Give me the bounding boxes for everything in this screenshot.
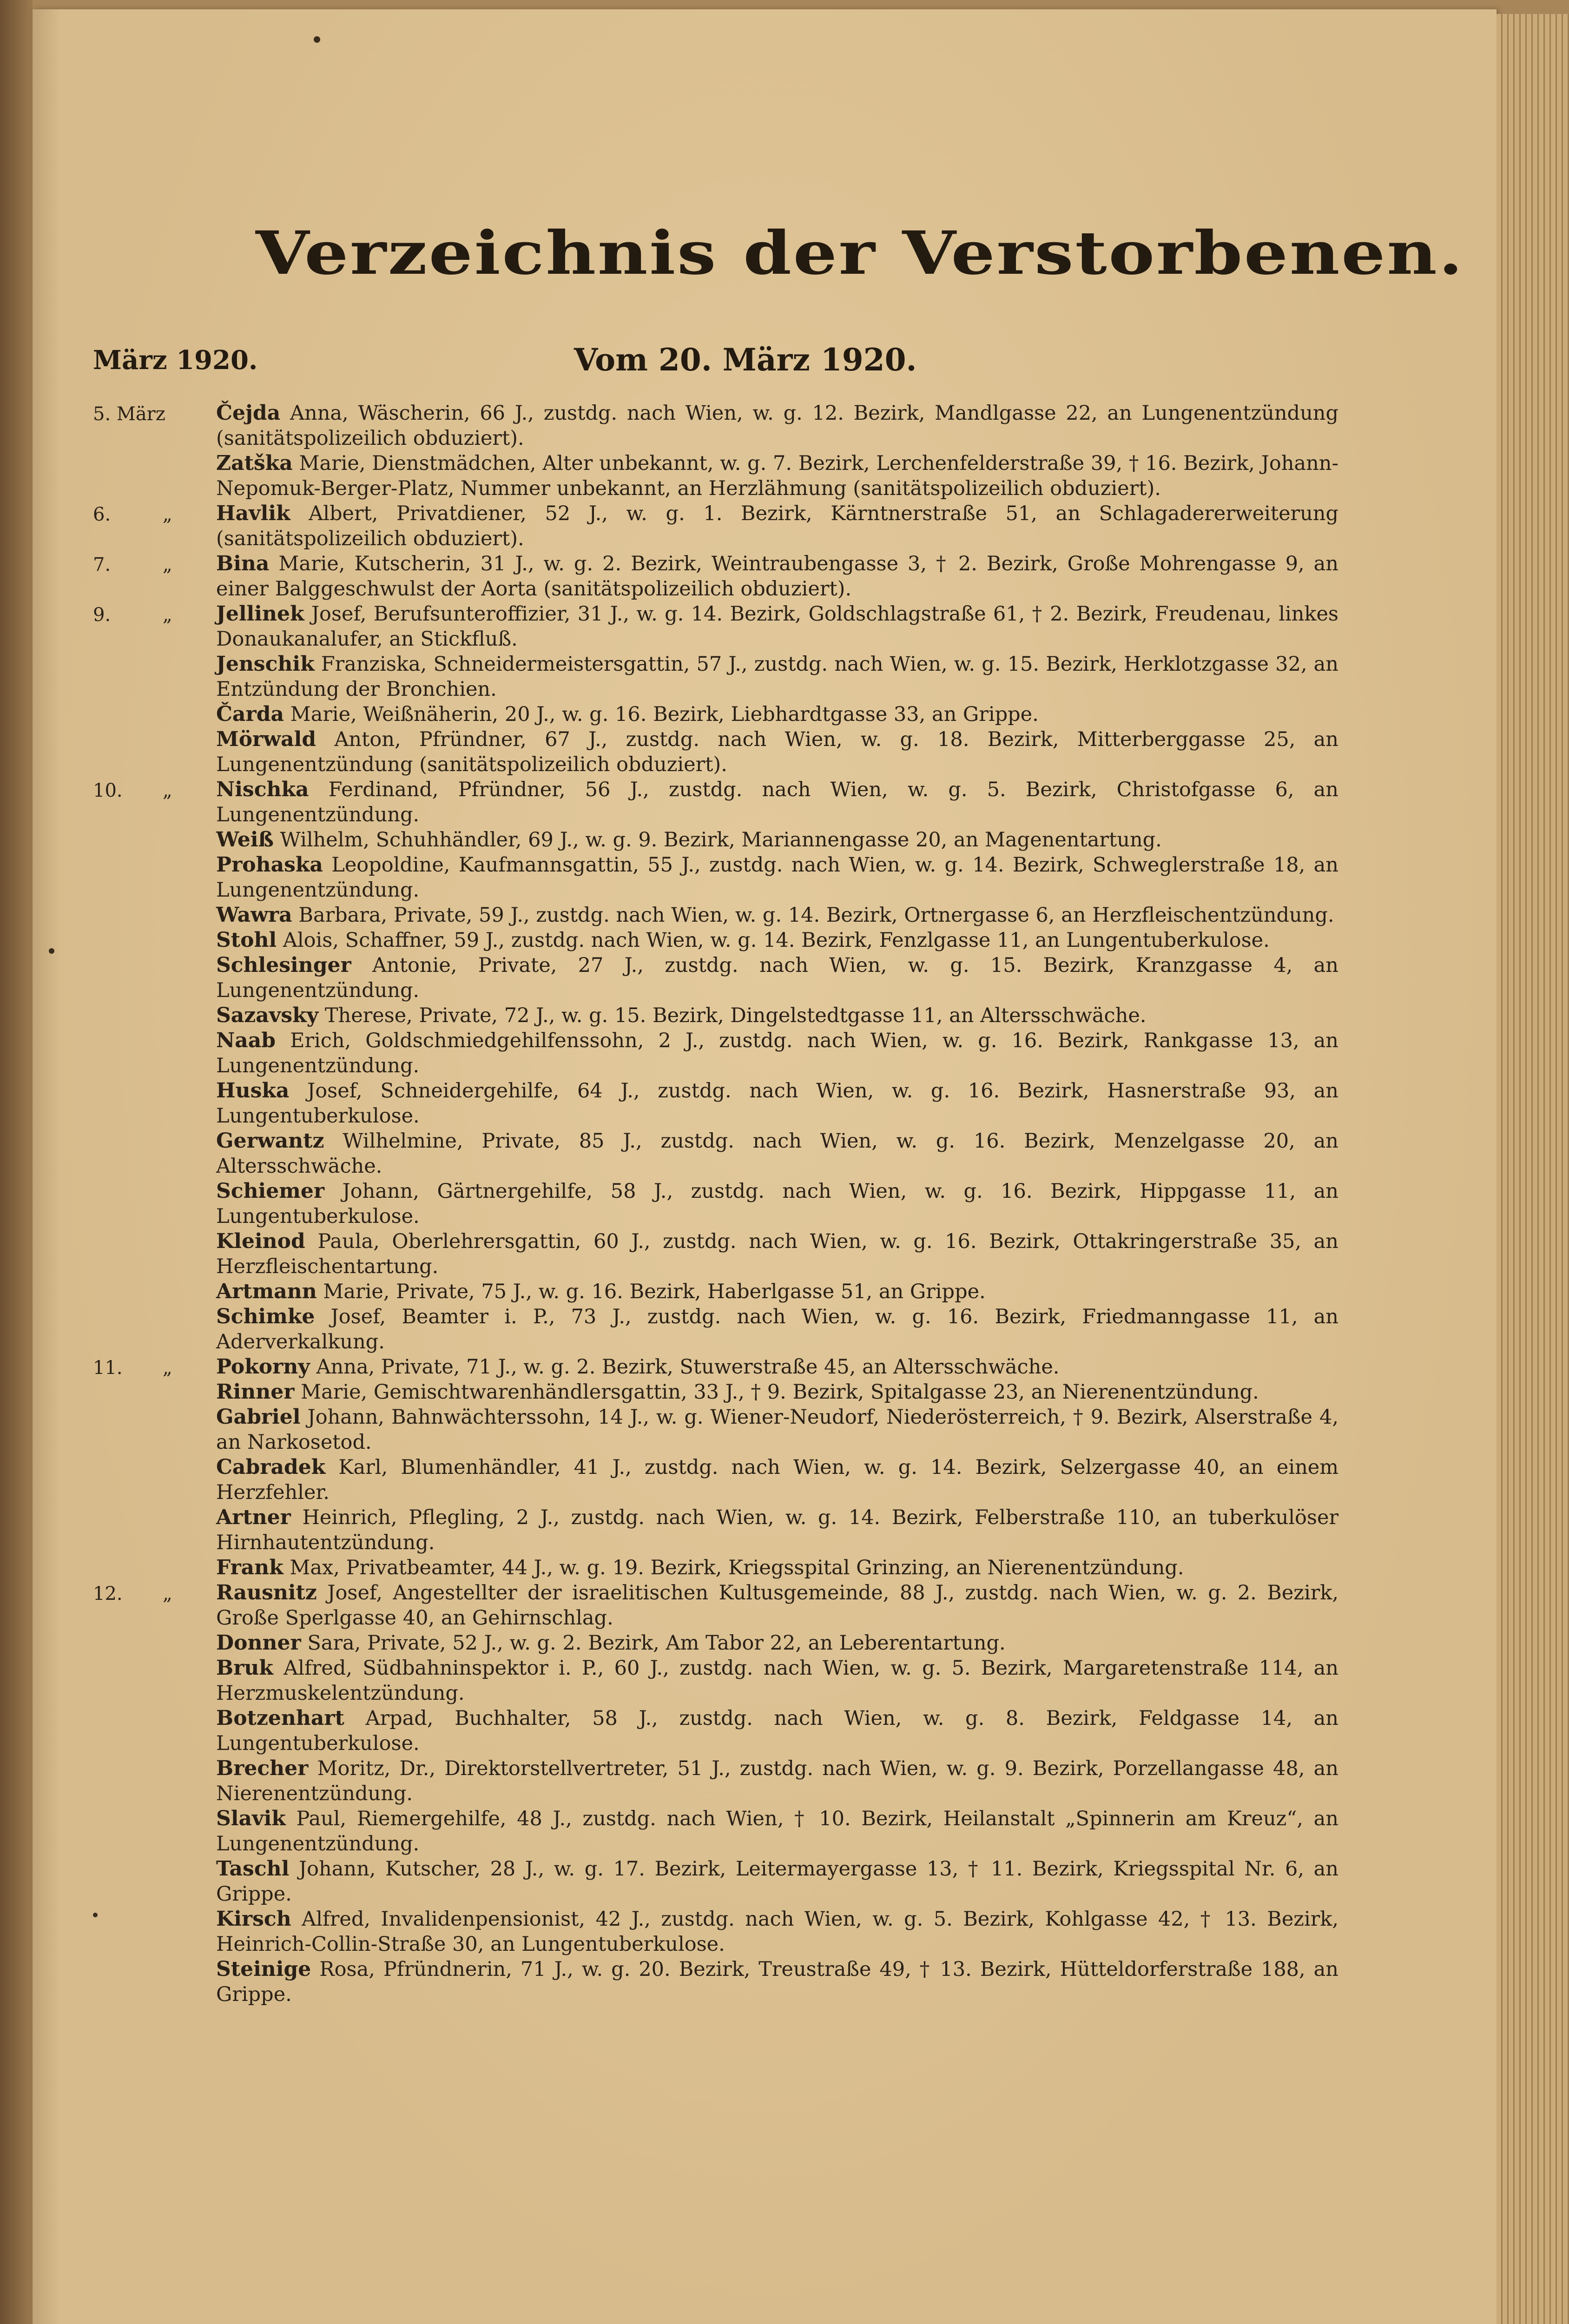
entry-details: Leopoldine, Kaufmannsgattin, 55 J., zustdg. nach Wien, w. g. 14. Bezirk, Schweglerstraße 18, an Lungenentzündung. bbox=[216, 853, 1338, 902]
entry-details: Erich, Goldschmiedgehilfenssohn, 2 J., zustdg. nach Wien, w. g. 16. Bezirk, Rankgasse 13, an Lungenentzündung. bbox=[216, 1029, 1338, 1077]
ditto-mark: „ bbox=[163, 604, 172, 626]
entry-text bbox=[216, 1405, 1338, 1455]
entry-text bbox=[216, 1706, 1338, 1756]
entry-details: Johann, Kutscher, 28 J., w. g. 17. Bezirk, Leitermayergasse 13, † 11. Bezirk, Kriegsspital Nr. 6, an Grippe. bbox=[216, 1857, 1338, 1906]
entry-details: Arpad, Buchhalter, 58 J., zustdg. nach Wien, w. g. 8. Bezirk, Feldgasse 14, an Lungentuberkulose. bbox=[216, 1707, 1338, 1755]
entry-day: 9. bbox=[93, 604, 111, 626]
entry-details: Alois, Schaffner, 59 J., zustdg. nach Wien, w. g. 14. Bezirk, Fenzlgasse 11, an Lungentuberkulose. bbox=[283, 929, 1270, 952]
entry-text bbox=[216, 601, 1338, 652]
entry-text bbox=[216, 727, 1338, 777]
register-entry bbox=[93, 601, 1338, 652]
entry-details: Ferdinand, Pfründner, 56 J., zustdg. nach Wien, w. g. 5. Bezirk, Christofgasse 6, an Lungenentzündung. bbox=[216, 778, 1338, 826]
entry-details: Marie, Private, 75 J., w. g. 16. Bezirk, Haberlgasse 51, an Grippe. bbox=[323, 1280, 986, 1303]
register-entry bbox=[93, 1656, 1338, 1706]
register-entry bbox=[93, 451, 1338, 501]
entry-details: Johann, Gärtnergehilfe, 58 J., zustdg. nach Wien, w. g. 16. Bezirk, Hippgasse 11, an Lungentuberkulose. bbox=[216, 1180, 1338, 1228]
ditto-mark: „ bbox=[163, 780, 172, 801]
entry-date bbox=[93, 501, 195, 528]
entry-text bbox=[216, 1806, 1338, 1856]
register-entry bbox=[93, 652, 1338, 702]
deceased-surname: Sazavsky bbox=[216, 1004, 319, 1027]
deceased-surname: Brecher bbox=[216, 1756, 309, 1780]
entry-text bbox=[216, 1078, 1338, 1129]
month-header: März 1920. bbox=[93, 345, 258, 376]
entry-text bbox=[216, 1656, 1338, 1706]
deceased-surname: Artner bbox=[216, 1505, 291, 1529]
entry-details: Anna, Wäscherin, 66 J., zustdg. nach Wien, w. g. 12. Bezirk, Mandlgasse 22, an Lungenentzündung (sanitätspolizeilich obduziert). bbox=[216, 402, 1338, 450]
register-entry bbox=[93, 1229, 1338, 1279]
deceased-surname: Havlik bbox=[216, 502, 290, 525]
entry-details: Therese, Private, 72 J., w. g. 15. Bezirk, Dingelstedtgasse 11, an Altersschwäche. bbox=[324, 1004, 1147, 1027]
entry-text bbox=[216, 1631, 1338, 1656]
deceased-surname: Stohl bbox=[216, 928, 277, 952]
entry-text bbox=[216, 1957, 1338, 2007]
entry-text bbox=[216, 1304, 1338, 1354]
entry-details: Johann, Bahnwächterssohn, 14 J., w. g. Wiener-Neudorf, Niederösterreich, † 9. Bezirk, Alserstraße 4, an Narkosetod. bbox=[216, 1406, 1338, 1454]
entry-details: Max, Privatbeamter, 44 J., w. g. 19. Bezirk, Kriegsspital Grinzing, an Nierenentzündung. bbox=[290, 1556, 1184, 1579]
entry-day: 10. bbox=[93, 780, 123, 801]
register-entry bbox=[93, 903, 1338, 928]
entry-text bbox=[216, 903, 1338, 928]
entry-details: Marie, Gemischtwarenhändlersgattin, 33 J., † 9. Bezirk, Spitalgasse 23, an Nierenentzündung. bbox=[301, 1380, 1259, 1404]
entry-date bbox=[93, 551, 195, 578]
entry-text bbox=[216, 551, 1338, 601]
entry-text bbox=[216, 1555, 1338, 1580]
deceased-surname: Steinige bbox=[216, 1957, 311, 1981]
entry-text bbox=[216, 1279, 1338, 1304]
entry-text bbox=[216, 1354, 1338, 1380]
entry-text bbox=[216, 1179, 1338, 1229]
register-entry bbox=[93, 1304, 1338, 1354]
entry-text bbox=[216, 953, 1338, 1003]
book-spine bbox=[0, 0, 33, 2324]
entry-text bbox=[216, 1756, 1338, 1806]
entry-details: Wilhelm, Schuhhändler, 69 J., w. g. 9. Bezirk, Mariannengasse 20, an Magenentartung. bbox=[280, 828, 1162, 852]
register-entry bbox=[93, 727, 1338, 777]
entry-date bbox=[93, 1580, 195, 1607]
entry-text bbox=[216, 827, 1338, 852]
entry-text bbox=[216, 652, 1338, 702]
deceased-surname: Prohaska bbox=[216, 853, 323, 877]
deceased-surname: Donner bbox=[216, 1631, 301, 1655]
register-entry bbox=[93, 1078, 1338, 1129]
register-entry bbox=[93, 1455, 1338, 1505]
register-entry bbox=[93, 551, 1338, 601]
deceased-surname: Rinner bbox=[216, 1380, 295, 1404]
deceased-surname: Frank bbox=[216, 1556, 283, 1579]
deceased-surname: Pokorny bbox=[216, 1355, 310, 1379]
register-entry bbox=[93, 1179, 1338, 1229]
page-title: Verzeichnis der Verstorbenen. bbox=[256, 218, 1464, 288]
death-register-list bbox=[93, 401, 1338, 2007]
register-entry bbox=[93, 777, 1338, 827]
entry-details: Marie, Dienstmädchen, Alter unbekannt, w. g. 7. Bezirk, Lerchenfelderstraße 39, † 16. Bezirk, Johann-Nepomuk-Berger-Platz, Nummer unbekannt, an Herzlähmung (sanitätspolizeilich obduziert). bbox=[216, 452, 1338, 500]
register-entry bbox=[93, 1907, 1338, 1957]
register-entry bbox=[93, 1405, 1338, 1455]
register-entry bbox=[93, 1756, 1338, 1806]
entry-text bbox=[216, 1580, 1338, 1631]
ditto-mark: „ bbox=[163, 554, 172, 575]
entry-details: Moritz, Dr., Direktorstellvertreter, 51 J., zustdg. nach Wien, w. g. 9. Bezirk, Porzellangasse 48, an Nierenentzündung. bbox=[216, 1757, 1338, 1805]
ditto-mark: „ bbox=[163, 1583, 172, 1604]
page-edges bbox=[1496, 14, 1569, 2324]
entry-text bbox=[216, 1003, 1338, 1028]
entry-details: Marie, Kutscherin, 31 J., w. g. 2. Bezirk, Weintraubengasse 3, † 2. Bezirk, Große Mohrengasse 9, an einer Balggeschwulst der Aorta (sanitätspolizeilich obduziert). bbox=[216, 552, 1338, 601]
register-entry bbox=[93, 1279, 1338, 1304]
register-entry bbox=[93, 1706, 1338, 1756]
deceased-surname: Rausnitz bbox=[216, 1581, 317, 1604]
entry-day: 7. bbox=[93, 554, 111, 575]
register-entry bbox=[93, 827, 1338, 852]
ink-speck bbox=[314, 36, 320, 43]
deceased-surname: Schlesinger bbox=[216, 953, 351, 977]
register-entry bbox=[93, 1505, 1338, 1555]
deceased-surname: Schimke bbox=[216, 1305, 315, 1328]
entry-details: Sara, Private, 52 J., w. g. 2. Bezirk, Am Tabor 22, an Leberentartung. bbox=[307, 1631, 1006, 1655]
entry-day: 6. bbox=[93, 504, 111, 525]
entry-text bbox=[216, 702, 1338, 727]
entry-details: Barbara, Private, 59 J., zustdg. nach Wien, w. g. 14. Bezirk, Ortnergasse 6, an Herzfleischentzündung. bbox=[298, 904, 1334, 927]
entry-day: 11. bbox=[93, 1357, 123, 1379]
entry-details: Rosa, Pfründnerin, 71 J., w. g. 20. Bezirk, Treustraße 49, † 13. Bezirk, Hütteldorferstraße 188, an Grippe. bbox=[216, 1958, 1339, 2006]
entry-details: Heinrich, Pflegling, 2 J., zustdg. nach Wien, w. g. 14. Bezirk, Felberstraße 110, an tuberkulöser Hirnhautentzündung. bbox=[216, 1506, 1338, 1554]
deceased-surname: Artmann bbox=[216, 1280, 317, 1303]
register-entry bbox=[93, 1957, 1338, 2007]
deceased-surname: Jenschik bbox=[216, 652, 315, 676]
entry-text bbox=[216, 501, 1338, 551]
entry-text bbox=[216, 1907, 1338, 1957]
register-entry bbox=[93, 1028, 1338, 1078]
deceased-surname: Cabradek bbox=[216, 1455, 326, 1479]
entry-details: Paul, Riemergehilfe, 48 J., zustdg. nach Wien, † 10. Bezirk, Heilanstalt „Spinnerin am Kreuz“, an Lungenentzündung. bbox=[216, 1807, 1338, 1855]
register-entry bbox=[93, 1003, 1338, 1028]
ink-speck bbox=[93, 1913, 98, 1917]
deceased-surname: Slavik bbox=[216, 1807, 286, 1830]
entry-text bbox=[216, 1229, 1338, 1279]
entry-text bbox=[216, 1455, 1338, 1505]
deceased-surname: Čarda bbox=[216, 702, 284, 726]
entry-text bbox=[216, 852, 1338, 903]
register-entry bbox=[93, 852, 1338, 903]
register-entry bbox=[93, 1555, 1338, 1580]
date-header: Vom 20. März 1920. bbox=[574, 342, 917, 378]
deceased-surname: Wawra bbox=[216, 903, 292, 927]
register-entry bbox=[93, 1354, 1338, 1380]
register-entry bbox=[93, 1580, 1338, 1631]
deceased-surname: Kleinod bbox=[216, 1229, 305, 1253]
entry-details: Albert, Privatdiener, 52 J., w. g. 1. Bezirk, Kärntnerstraße 51, an Schlagadererweiterung (sanitätspolizeilich obduziert). bbox=[216, 502, 1338, 550]
entry-day: 12. bbox=[93, 1583, 123, 1604]
entry-details: Alfred, Südbahninspektor i. P., 60 J., zustdg. nach Wien, w. g. 5. Bezirk, Margaretenstraße 114, an Herzmuskelentzündung. bbox=[216, 1657, 1338, 1705]
register-entry bbox=[93, 702, 1338, 727]
entry-details: Josef, Angestellter der israelitischen Kultusgemeinde, 88 J., zustdg. nach Wien, w. g. 2. Bezirk, Große Sperlgasse 40, an Gehirnschlag. bbox=[216, 1581, 1338, 1630]
entry-details: Karl, Blumenhändler, 41 J., zustdg. nach Wien, w. g. 14. Bezirk, Selzergasse 40, an einem Herzfehler. bbox=[216, 1456, 1338, 1504]
entry-text bbox=[216, 1028, 1338, 1078]
register-entry bbox=[93, 1129, 1338, 1179]
deceased-surname: Gabriel bbox=[216, 1405, 301, 1429]
entry-details: Franziska, Schneidermeistersgattin, 57 J., zustdg. nach Wien, w. g. 15. Bezirk, Herklotzgasse 32, an Entzündung der Bronchien. bbox=[216, 653, 1338, 701]
entry-text bbox=[216, 1856, 1338, 1907]
deceased-surname: Schiemer bbox=[216, 1179, 324, 1203]
entry-date bbox=[93, 1354, 195, 1381]
ditto-mark: „ bbox=[163, 1357, 172, 1379]
deceased-surname: Weiß bbox=[216, 828, 274, 852]
register-entry bbox=[93, 1806, 1338, 1856]
entry-date bbox=[93, 601, 195, 628]
deceased-surname: Huska bbox=[216, 1079, 290, 1103]
ditto-mark: „ bbox=[163, 504, 172, 525]
ink-speck bbox=[49, 948, 54, 954]
entry-text bbox=[216, 1380, 1338, 1405]
deceased-surname: Bruk bbox=[216, 1656, 273, 1680]
deceased-surname: Bina bbox=[216, 552, 270, 575]
deceased-surname: Nischka bbox=[216, 778, 309, 801]
register-entry bbox=[93, 1856, 1338, 1907]
deceased-surname: Jellinek bbox=[216, 602, 304, 626]
deceased-surname: Čejda bbox=[216, 401, 281, 425]
entry-details: Anton, Pfründner, 67 J., zustdg. nach Wien, w. g. 18. Bezirk, Mitterberggasse 25, an Lungenentzündung (sanitätspolizeilich obduziert). bbox=[216, 728, 1338, 776]
deceased-surname: Mörwald bbox=[216, 727, 316, 751]
entry-text bbox=[216, 1505, 1338, 1555]
register-entry bbox=[93, 501, 1338, 551]
register-entry bbox=[93, 1631, 1338, 1656]
entry-text bbox=[216, 777, 1338, 827]
entry-details: Paula, Oberlehrersgattin, 60 J., zustdg. nach Wien, w. g. 16. Bezirk, Ottakringerstraße 35, an Herzfleischentartung. bbox=[216, 1230, 1338, 1278]
entry-details: Wilhelmine, Private, 85 J., zustdg. nach Wien, w. g. 16. Bezirk, Menzelgasse 20, an Altersschwäche. bbox=[216, 1129, 1338, 1178]
entry-details: Josef, Berufsunteroffizier, 31 J., w. g. 14. Bezirk, Goldschlagstraße 61, † 2. Bezirk, Freudenau, linkes Donaukanalufer, an Stickfluß. bbox=[216, 602, 1338, 651]
entry-text bbox=[216, 928, 1338, 953]
register-entry bbox=[93, 1380, 1338, 1405]
entry-details: Antonie, Private, 27 J., zustdg. nach Wien, w. g. 15. Bezirk, Kranzgasse 4, an Lungenentzündung. bbox=[216, 954, 1338, 1002]
entry-details: Josef, Schneidergehilfe, 64 J., zustdg. nach Wien, w. g. 16. Bezirk, Hasnerstraße 93, an Lungentuberkulose. bbox=[216, 1079, 1338, 1128]
register-entry bbox=[93, 928, 1338, 953]
entry-text bbox=[216, 401, 1338, 451]
entry-details: Josef, Beamter i. P., 73 J., zustdg. nach Wien, w. g. 16. Bezirk, Friedmanngasse 11, an Aderverkalkung. bbox=[216, 1305, 1338, 1353]
entry-text bbox=[216, 1129, 1338, 1179]
deceased-surname: Botzenhart bbox=[216, 1706, 344, 1730]
deceased-surname: Taschl bbox=[216, 1857, 290, 1881]
deceased-surname: Kirsch bbox=[216, 1907, 291, 1931]
deceased-surname: Gerwantz bbox=[216, 1129, 324, 1153]
entry-details: Marie, Weißnäherin, 20 J., w. g. 16. Bezirk, Liebhardtgasse 33, an Grippe. bbox=[290, 703, 1039, 726]
deceased-surname: Zatška bbox=[216, 451, 293, 475]
entry-day: 5. März bbox=[93, 403, 165, 425]
entry-text bbox=[216, 451, 1338, 501]
entry-details: Alfred, Invalidenpensionist, 42 J., zustdg. nach Wien, w. g. 5. Bezirk, Kohlgasse 42, † 13. Bezirk, Heinrich-Collin-Straße 30, an Lungentuberkulose. bbox=[216, 1908, 1338, 1956]
entry-date bbox=[93, 777, 195, 804]
register-entry bbox=[93, 401, 1338, 451]
entry-date bbox=[93, 401, 195, 428]
register-entry bbox=[93, 953, 1338, 1003]
deceased-surname: Naab bbox=[216, 1029, 276, 1052]
entry-details: Anna, Private, 71 J., w. g. 2. Bezirk, Stuwerstraße 45, an Altersschwäche. bbox=[316, 1355, 1060, 1379]
